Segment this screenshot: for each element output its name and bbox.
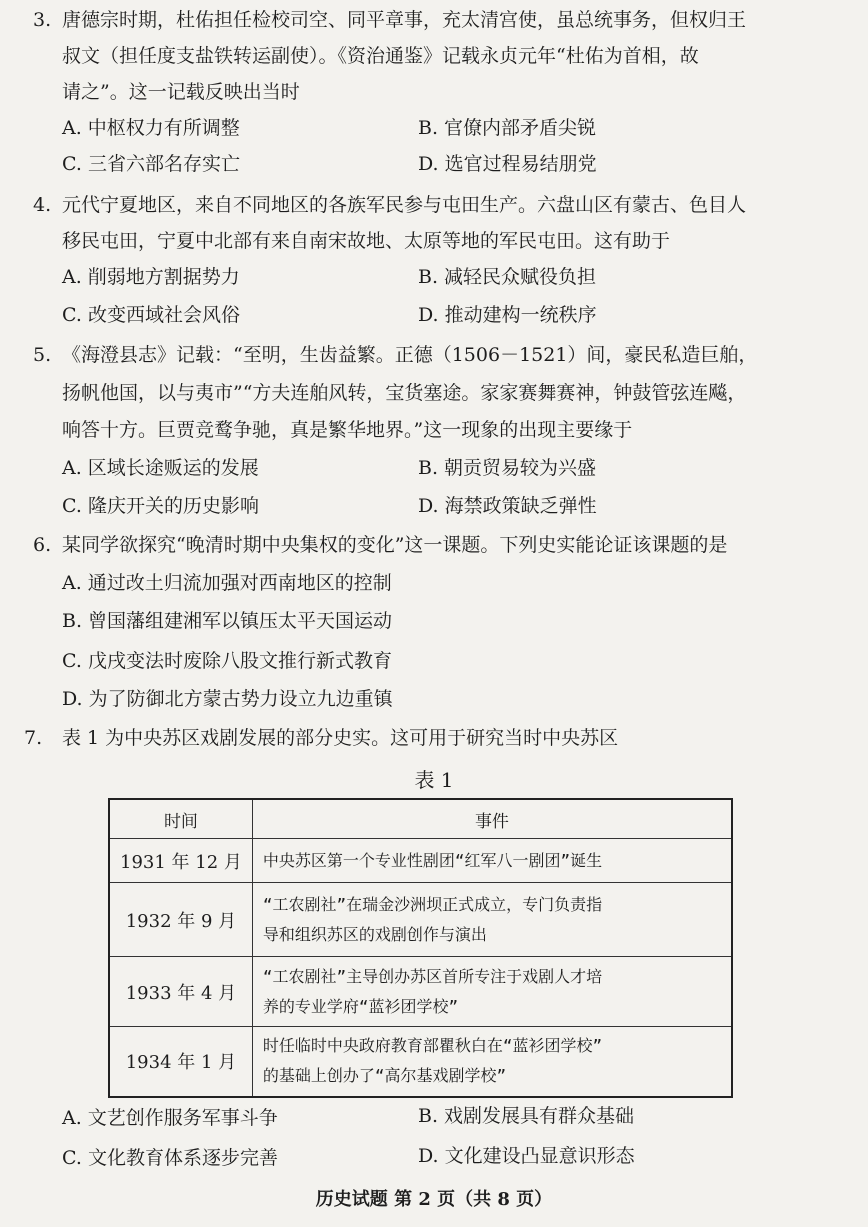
question-number: 4. [33,194,52,216]
option-d: D. 文化建设凸显意识形态 [418,1145,635,1167]
question-text-line: 请之”。这一记载反映出当时 [62,81,300,103]
event-cell [252,957,732,1027]
question-text-line: 某同学欲探究“晚清时期中央集权的变化”这一课题。下列史实能论证该课题的是 [62,534,728,556]
time-cell: 1932 年 9 月 [109,883,252,957]
option-b: B. 减轻民众赋役负担 [418,266,597,288]
option-d: D. 海禁政策缺乏弹性 [418,495,597,517]
event-line: “工农剧社”在瑞金沙洲坝正式成立，专门负责指 [262,894,603,914]
event-cell [252,883,732,957]
option-a: A. 通过改土归流加强对西南地区的控制 [62,572,392,594]
question-number: 7. [24,727,43,749]
option-d: D. 选官过程易结朋党 [418,153,597,175]
option-b: B. 朝贡贸易较为兴盛 [418,457,597,479]
option-c: C. 隆庆开关的历史影响 [62,495,259,517]
option-b: B. 官僚内部矛盾尖锐 [418,117,597,139]
option-c: C. 改变西域社会风俗 [62,304,240,326]
time-cell: 1934 年 1 月 [109,1027,252,1097]
option-d: D. 推动建构一统秩序 [418,304,597,326]
event-cell [252,839,732,883]
question-text-line: 表 1 为中央苏区戏剧发展的部分史实。这可用于研究当时中央苏区 [62,727,619,749]
option-c: C. 戊戌变法时废除八股文推行新式教育 [62,650,392,672]
table-row [109,1027,732,1097]
page-footer: 历史试题 第 2 页（共 8 页） [315,1189,553,1210]
column-header-time: 时间 [109,799,252,839]
question-text-line: 叔文（担任度支盐铁转运副使）。《资治通鉴》记载永贞元年“杜佑为首相，故 [62,45,699,67]
table-caption: 表 1 [414,768,454,792]
table-row [109,839,732,883]
question-number: 6. [33,534,52,556]
question-number: 3. [33,9,52,31]
question-text-line: 《海澄县志》记载：“至明，生齿益繁。正德（1506－1521）间，豪民私造巨舶， [62,344,758,366]
column-header-event: 事件 [252,799,732,839]
option-c: C. 文化教育体系逐步完善 [62,1147,278,1169]
question-text-line: 元代宁夏地区，来自不同地区的各族军民参与屯田生产。六盘山区有蒙古、色目人 [62,194,747,216]
events-table [108,798,733,1098]
event-line: “工农剧社”主导创办苏区首所专注于戏剧人才培 [262,966,603,986]
time-cell: 1931 年 12 月 [109,839,252,883]
option-d: D. 为了防御北方蒙古势力设立九边重镇 [62,688,393,710]
option-b: B. 戏剧发展具有群众基础 [418,1105,635,1127]
time-cell: 1933 年 4 月 [109,957,252,1027]
question-text-line: 唐德宗时期，杜佑担任检校司空、同平章事，充太清宫使，虽总统事务，但权归王 [62,9,747,31]
table-header-row [109,799,732,839]
table-row [109,957,732,1027]
option-a: A. 文艺创作服务军事斗争 [62,1107,278,1129]
question-number: 5. [33,344,52,366]
event-line: 导和组织苏区的戏剧创作与演出 [262,924,487,944]
question-text-line: 移民屯田，宁夏中北部有来自南宋故地、太原等地的军民屯田。这有助于 [62,230,671,252]
option-b: B. 曾国藩组建湘军以镇压太平天国运动 [62,610,393,632]
event-line: 养的专业学府“蓝衫团学校” [262,996,459,1016]
event-line: 的基础上创办了“高尔基戏剧学校” [262,1066,507,1086]
option-c: C. 三省六部名存实亡 [62,153,240,175]
table-row [109,883,732,957]
option-a: A. 削弱地方割据势力 [62,266,240,288]
option-a: A. 中枢权力有所调整 [62,117,240,139]
question-text-line: 响答十方。巨贾竞鹜争驰，真是繁华地界。”这一现象的出现主要缘于 [62,419,633,441]
event-line: 时任临时中央政府教育部瞿秋白在“蓝衫团学校” [262,1036,603,1056]
question-text-line: 扬帆他国，以与夷市”“方夫连舶风转，宝货塞途。家家赛舞赛神，钟鼓管弦连飚， [62,382,747,404]
event-line: 中央苏区第一个专业性剧团“红军八一剧团”诞生 [262,850,603,870]
event-cell [252,1027,732,1097]
option-a: A. 区域长途贩运的发展 [62,457,259,479]
